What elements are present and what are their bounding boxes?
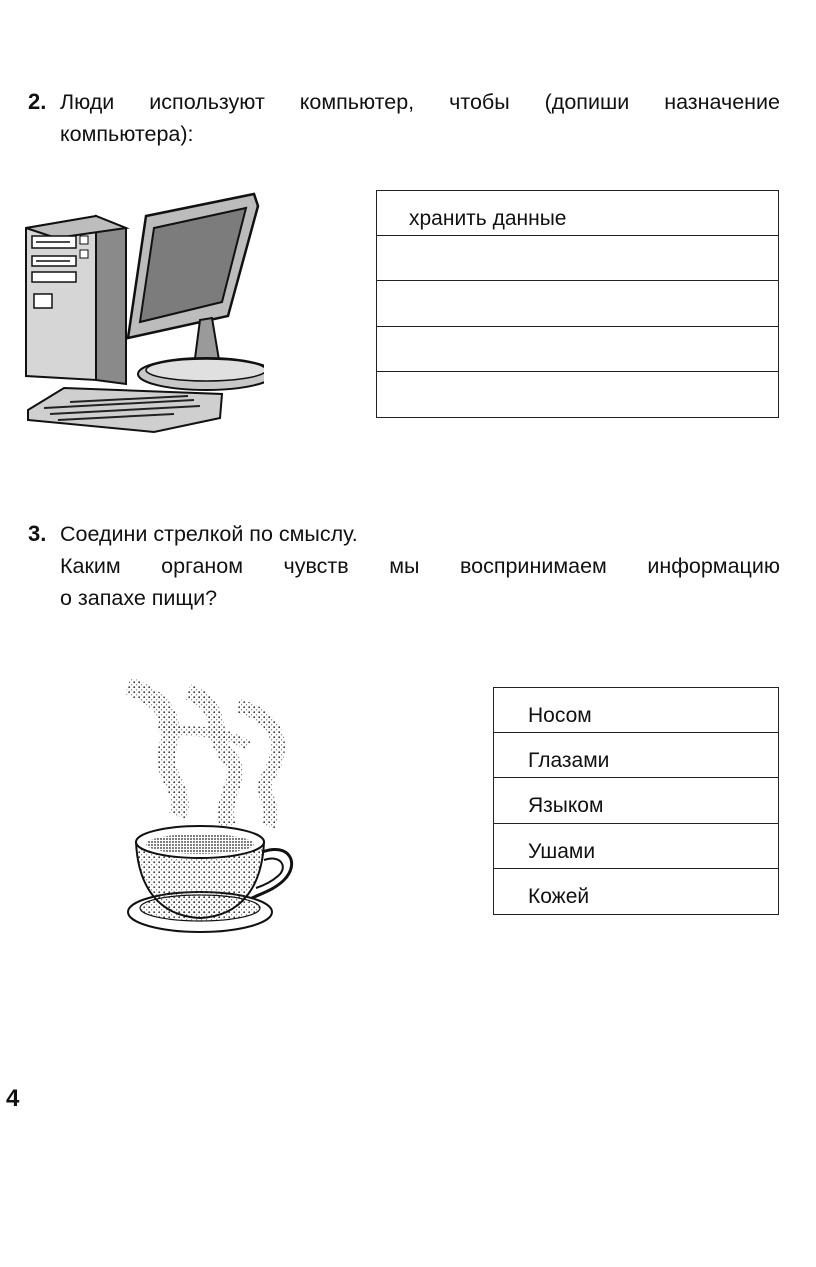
task-3-text-line-2: Каким органом чувств мы воспринимаем информацию — [60, 554, 780, 578]
task-3-number: 3. — [28, 521, 47, 546]
task-2-text-line-1: Люди используют компьютер, чтобы (допиши назначение — [60, 90, 780, 114]
coffee-cup-illustration-icon — [118, 676, 318, 946]
answer-row[interactable] — [377, 327, 778, 372]
answer-row[interactable] — [377, 372, 778, 417]
task-3-text-line-3: о запахе пищи? — [60, 586, 218, 610]
task-2-number: 2. — [28, 89, 47, 114]
answer-row[interactable] — [377, 281, 778, 326]
answers-table — [376, 190, 779, 418]
sense-option[interactable]: Языком — [494, 778, 778, 823]
task-2-text-line-2: компьютера): — [60, 122, 194, 146]
task-3-text-line-1: Соедини стрелкой по смыслу. — [60, 522, 358, 546]
answer-row[interactable]: хранить данные — [377, 191, 778, 236]
task-2 — [28, 86, 780, 150]
computer-illustration-icon — [24, 188, 264, 436]
sense-option[interactable]: Ушами — [494, 824, 778, 869]
sense-option[interactable]: Носом — [494, 688, 778, 733]
answer-row[interactable] — [377, 236, 778, 281]
sense-option[interactable]: Кожей — [528, 884, 590, 908]
senses-options-table — [493, 687, 779, 915]
sense-option[interactable]: Глазами — [494, 733, 778, 778]
task-3 — [28, 518, 780, 614]
page-number: 4 — [6, 1085, 20, 1112]
